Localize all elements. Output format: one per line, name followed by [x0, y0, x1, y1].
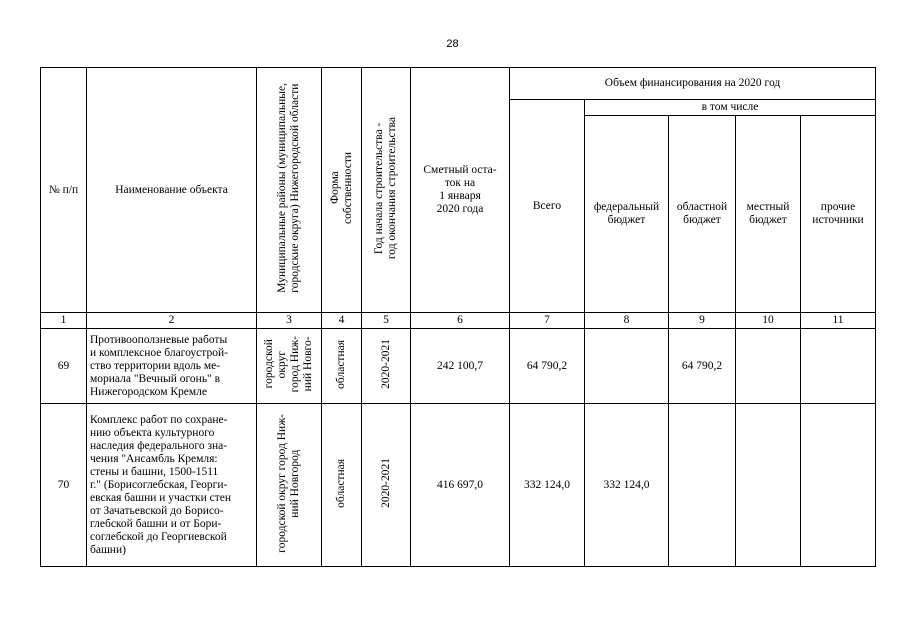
row-federal	[585, 329, 669, 404]
header-years: Год начала строительства - год окончания строительства	[362, 68, 411, 313]
column-number: 9	[669, 313, 736, 329]
column-number: 8	[585, 313, 669, 329]
header-name: Наименование объекта	[87, 68, 257, 313]
column-number: 6	[411, 313, 510, 329]
row-federal: 332 124,0	[585, 404, 669, 567]
column-number-row	[41, 313, 876, 329]
column-number: 1	[41, 313, 87, 329]
row-years: 2020-2021	[362, 329, 411, 404]
column-number: 3	[257, 313, 322, 329]
header-total: Всего	[510, 100, 585, 313]
row-name: Противооползневые работы и комплексное благоустрой- ство территории вдоль ме- мориала "Вечный огонь" в Нижегородском Кремле	[87, 329, 257, 404]
column-number: 2	[87, 313, 257, 329]
row-num: 70	[41, 404, 87, 567]
row-name: Комплекс работ по сохране- нию объекта культурного наследия федерального зна- чения "Ансамбль Кремля: стены и башни, 1500-1511 г." (Борисоглебская, Георги- евская башни и участки стен от Зачатьевской до Борисо- глебской башни и от Бори- соглебской до Георгиевской башни)	[87, 404, 257, 567]
header-district: Муниципальные районы (муниципальные, городские округа) Нижегородской области	[257, 68, 322, 313]
column-number: 11	[801, 313, 876, 329]
header-ownership: Форма собственности	[322, 68, 362, 313]
column-number: 5	[362, 313, 411, 329]
row-district: городской округ город Ниж- ний Новгород	[257, 404, 322, 567]
row-ownership: областная	[322, 329, 362, 404]
row-local	[736, 404, 801, 567]
column-number: 4	[322, 313, 362, 329]
page-number: 28	[446, 38, 459, 50]
column-number: 10	[736, 313, 801, 329]
row-total: 64 790,2	[510, 329, 585, 404]
financing-table	[40, 67, 876, 567]
header-local: местный бюджет	[736, 116, 801, 313]
row-remaining: 242 100,7	[411, 329, 510, 404]
row-remaining: 416 697,0	[411, 404, 510, 567]
table-row	[41, 404, 876, 567]
row-other	[801, 404, 876, 567]
row-district: городской округ город Ниж- ний Новго-	[257, 329, 322, 404]
column-number: 7	[510, 313, 585, 329]
row-num: 69	[41, 329, 87, 404]
header-num: № п/п	[41, 68, 87, 313]
row-years: 2020-2021	[362, 404, 411, 567]
header-federal: федеральный бюджет	[585, 116, 669, 313]
table-row	[41, 329, 876, 404]
row-total: 332 124,0	[510, 404, 585, 567]
row-other	[801, 329, 876, 404]
row-ownership: областная	[322, 404, 362, 567]
row-regional	[669, 404, 736, 567]
header-other: прочие источники	[801, 116, 876, 313]
header-remaining: Сметный оста- ток на 1 января 2020 года	[411, 68, 510, 313]
header-regional: областной бюджет	[669, 116, 736, 313]
row-local	[736, 329, 801, 404]
row-regional: 64 790,2	[669, 329, 736, 404]
header-including: в том числе	[585, 100, 876, 116]
header-financing-title: Объем финансирования на 2020 год	[510, 68, 876, 100]
